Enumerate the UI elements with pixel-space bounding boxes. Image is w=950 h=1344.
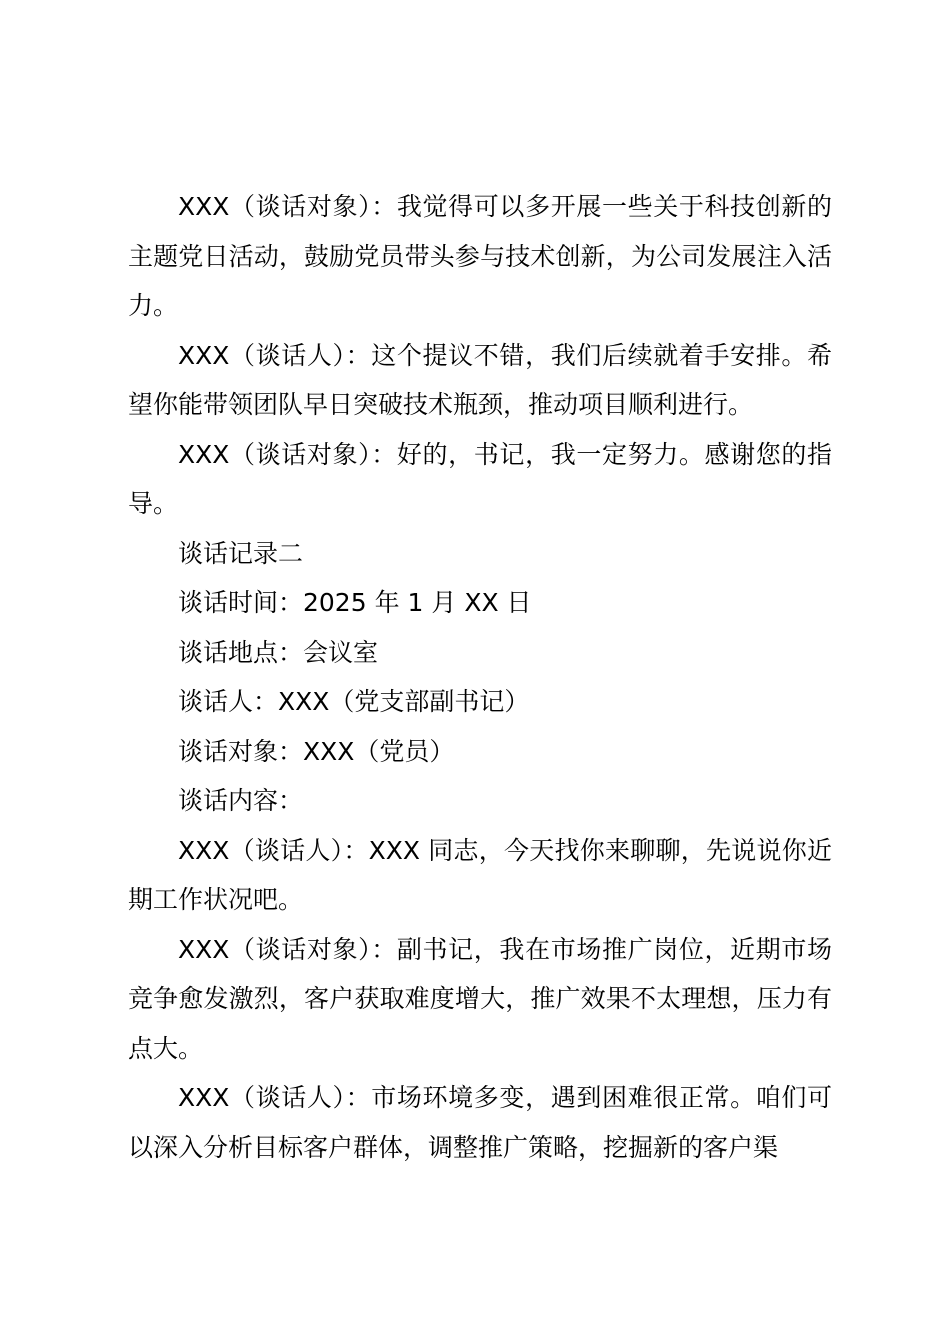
document-page <box>128 182 832 1172</box>
interviewer-line: 谈话人：XXX（党支部副书记） <box>178 687 530 716</box>
talk-content-label: 谈话内容： <box>178 786 304 815</box>
talk-location-line: 谈话地点：会议室 <box>178 637 379 667</box>
dialogue-paragraph-interviewer-advice: XXX（谈话人）：市场环境多变，遇到困难很正常。咱们可以深入分析目标客户群体，调整推广策略，挖掘新的客户渠 <box>128 1083 832 1162</box>
dialogue-paragraph-interviewee-thanks: XXX（谈话对象）：好的，书记，我一定努力。感谢您的指导。 <box>128 439 832 518</box>
dialogue-paragraph-interviewer-opening: XXX（谈话人）：XXX 同志，今天找你来聊聊，先说说你近期工作状况吧。 <box>128 835 832 914</box>
dialogue-paragraph-interviewee-status: XXX（谈话对象）：副书记，我在市场推广岗位，近期市场竞争愈发激烈，客户获取难度增大，推广效果不太理想，压力有点大。 <box>128 934 832 1063</box>
dialogue-paragraph-interviewer-response: XXX（谈话人）：这个提议不错，我们后续就着手安排。希望你能带领团队早日突破技术瓶颈，推动项目顺利进行。 <box>128 340 832 419</box>
record-two-heading: 谈话记录二 <box>178 538 304 568</box>
talk-time-line: 谈话时间：2025 年 1 月 XX 日 <box>178 588 532 617</box>
dialogue-paragraph-interviewee-suggestion: XXX（谈话对象）：我觉得可以多开展一些关于科技创新的主题党日活动，鼓励党员带头参与技术创新，为公司发展注入活力。 <box>128 192 832 320</box>
interviewee-line: 谈话对象：XXX（党员） <box>178 736 455 766</box>
